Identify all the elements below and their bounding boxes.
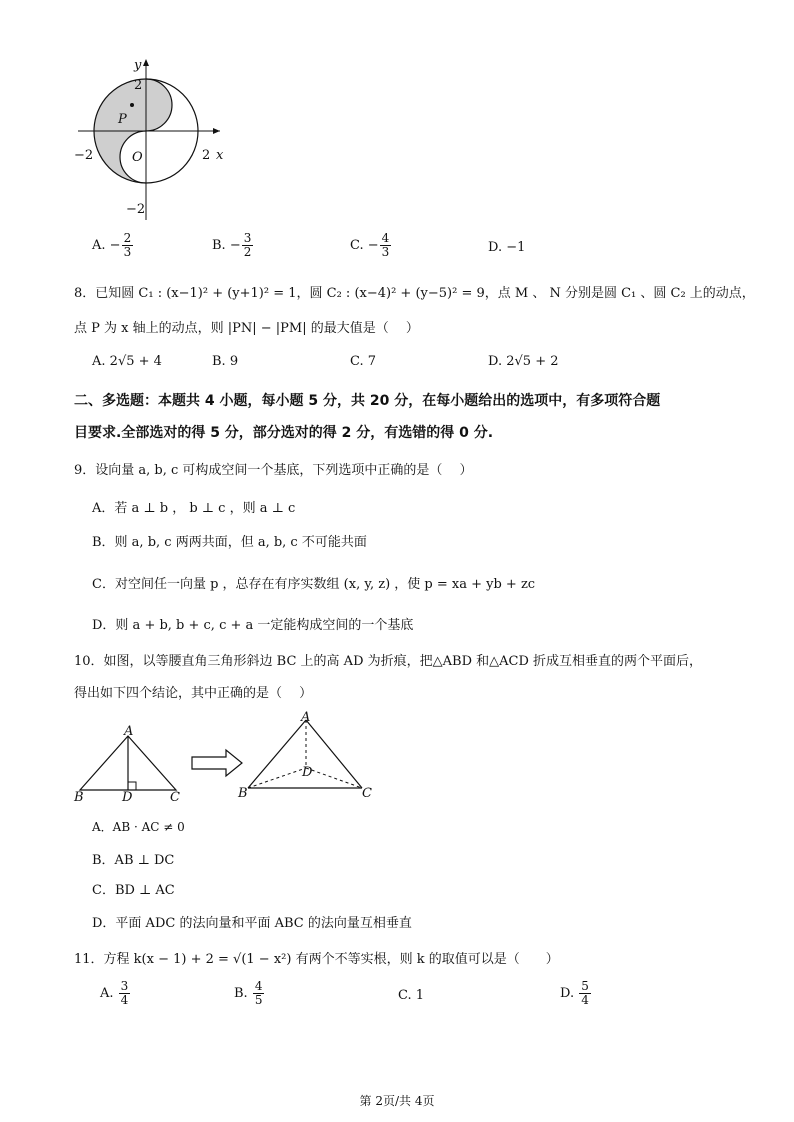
option-sign: − <box>229 238 241 253</box>
q11-option-b[interactable] <box>234 980 265 1007</box>
top-tick-label: 2 <box>134 78 143 93</box>
denominator: 4 <box>120 993 129 1007</box>
option-text: 2√5 + 2 <box>506 354 559 369</box>
numerator: 4 <box>381 231 390 245</box>
option-label: D. <box>560 986 575 1001</box>
bottom-tick-label: −2 <box>126 202 146 217</box>
left-fig-label-a: A <box>124 724 134 739</box>
origin-label: O <box>132 150 143 165</box>
x-axis-label: x <box>216 148 224 163</box>
left-fig-label-d: D <box>122 790 133 805</box>
section-heading-line1: 二、多选题：本题共 4 小题，每小题 5 分，共 20 分，在每小题给出的选项中，有多项符合题 <box>74 393 661 409</box>
q8-option-b[interactable] <box>212 354 238 369</box>
q10-option-b[interactable]: B．AB ⊥ DC <box>92 853 175 868</box>
option-label: D. <box>488 240 503 255</box>
q8-option-a[interactable] <box>92 354 162 369</box>
denominator: 5 <box>254 993 263 1007</box>
section-heading-line2: 目要求.全部选对的得 5 分，部分选对的得 2 分，有选错的得 0 分. <box>74 425 494 441</box>
numerator: 2 <box>123 231 132 245</box>
option-label: A. <box>92 238 106 253</box>
q10-option-d[interactable]: D．平面 ADC 的法向量和平面 ABC 的法向量互相垂直 <box>92 916 412 931</box>
q8-option-d[interactable] <box>488 354 559 369</box>
right-fig-label-d: D <box>302 765 313 780</box>
q7-option-b[interactable] <box>212 232 254 259</box>
point-p-label: P <box>118 112 127 127</box>
numerator: 5 <box>581 979 589 993</box>
fraction <box>242 232 254 259</box>
option-label: A. <box>92 354 106 369</box>
q9-stem: 9．设向量 a, b, c 可构成空间一个基底，下列选项中正确的是（ ） <box>74 463 473 478</box>
numerator: 3 <box>243 231 252 245</box>
q8-stem-line2: 点 P 为 x 轴上的动点，则 |PN| − |PM| 的最大值是（ ） <box>74 321 419 336</box>
option-label: A. <box>100 986 114 1001</box>
option-label: B. <box>212 238 226 253</box>
option-text: 1 <box>415 988 425 1003</box>
yin-yang-figure <box>70 55 230 225</box>
right-fig-label-b: B <box>238 786 248 801</box>
folded-tetrahedron-figure <box>240 712 380 802</box>
q11-option-c[interactable] <box>398 988 424 1003</box>
q7-option-d[interactable] <box>488 240 525 255</box>
option-text: 7 <box>367 354 377 369</box>
option-text: −1 <box>506 240 526 255</box>
numerator: 4 <box>254 979 263 993</box>
option-label: D. <box>488 354 503 369</box>
option-label: B. <box>234 986 248 1001</box>
right-fig-label-a: A <box>301 710 311 725</box>
denominator: 3 <box>381 245 390 259</box>
q7-option-c[interactable] <box>350 232 392 259</box>
option-label: C. <box>398 988 412 1003</box>
q8-option-c[interactable] <box>350 354 376 369</box>
right-arrow-icon <box>190 748 246 778</box>
q7-option-a[interactable] <box>92 232 134 259</box>
numerator: 3 <box>120 979 129 993</box>
q10-option-c[interactable]: C．BD ⊥ AC <box>92 883 175 898</box>
option-sign: − <box>367 238 379 253</box>
q8-stem-line1: 8．已知圆 C₁ : (x−1)² + (y+1)² = 1，圆 C₂ : (x−4)² + (y−5)² = 9，点 M 、 N 分别是圆 C₁ 、圆 C₂ 上的动点， <box>74 286 755 301</box>
fraction <box>122 232 134 259</box>
y-axis-label: y <box>134 58 142 73</box>
denominator: 4 <box>581 993 589 1007</box>
option-label: C. <box>350 238 364 253</box>
option-text: 9 <box>229 354 239 369</box>
q9-option-a[interactable]: A．若 a ⊥ b ， b ⊥ c ，则 a ⊥ c <box>92 501 296 516</box>
page-footer: 第 2页/共 4页 <box>359 1094 435 1108</box>
q11-option-d[interactable] <box>560 980 592 1007</box>
q9-option-d[interactable]: D．则 a + b, b + c, c + a 一定能构成空间的一个基底 <box>92 618 414 633</box>
denominator: 2 <box>243 245 252 259</box>
q9-option-c[interactable]: C．对空间任一向量 p ，总存在有序实数组 (x, y, z) ，使 p = xa + yb + zc <box>92 577 536 592</box>
q11-stem: 11．方程 k(x − 1) + 2 = √(1 − x²) 有两个不等实根，则 k 的取值可以是（ ） <box>74 952 559 967</box>
q9-option-b[interactable]: B．则 a, b, c 两两共面，但 a, b, c 不可能共面 <box>92 535 367 550</box>
fraction <box>119 980 131 1007</box>
left-fig-label-c: C <box>170 790 180 805</box>
q10-stem-line2: 得出如下四个结论，其中正确的是（ ） <box>74 686 313 701</box>
left-tick-label: −2 <box>74 148 94 163</box>
denominator: 3 <box>123 245 132 259</box>
option-sign: − <box>109 238 121 253</box>
q10-stem-line1: 10．如图，以等腰直角三角形斜边 BC 上的高 AD 为折痕，把△ABD 和△ACD 折成互相垂直的两个平面后， <box>74 654 703 669</box>
left-fig-label-b: B <box>74 790 84 805</box>
right-tick-label: 2 <box>202 148 211 163</box>
q10-option-a[interactable]: A．AB · AC ≠ 0 <box>92 820 185 834</box>
isosceles-triangle-figure <box>70 720 200 810</box>
fraction <box>579 980 591 1007</box>
option-label: B. <box>212 354 226 369</box>
fraction <box>253 980 265 1007</box>
option-text: 2√5 + 4 <box>109 354 162 369</box>
fraction <box>380 232 392 259</box>
option-label: C. <box>350 354 364 369</box>
q11-option-a[interactable] <box>100 980 131 1007</box>
right-fig-label-c: C <box>362 786 372 801</box>
